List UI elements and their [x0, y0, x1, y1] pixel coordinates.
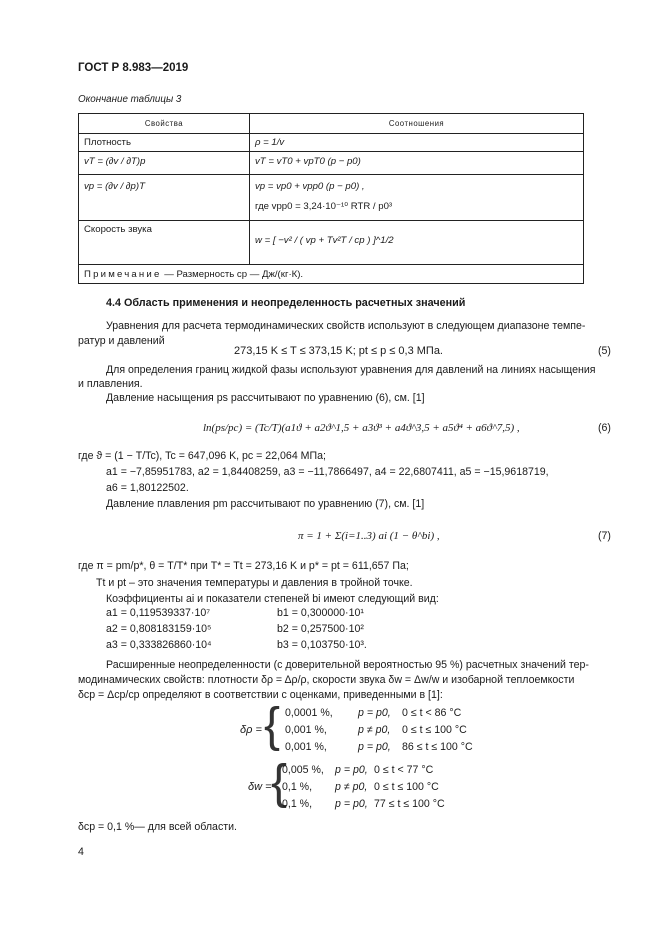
- coef-b2: b2 = 0,257500·10²: [277, 623, 364, 635]
- where-6-line-1: где ϑ = (1 − T/Tc), Tc = 647,096 K, pc = 22,064 МПа;: [78, 450, 326, 462]
- equation-7-number: (7): [598, 530, 611, 542]
- note-label: Примечание: [84, 268, 162, 280]
- coef-a3: a3 = 0,333826860·10⁴: [106, 639, 212, 651]
- para-2-line-2: и плавления.: [78, 378, 143, 390]
- where-6-line-2: a1 = −7,85951783, a2 = 1,84408259, a3 = −11,7866497, a4 = 22,6807411, a5 = −15,9618719,: [106, 466, 549, 478]
- unc-w-3-val: 0,1 %,: [282, 798, 313, 810]
- unc-w-3-cond: p = p0,: [335, 798, 368, 810]
- unc-rho-2-cond: p ≠ p0,: [358, 724, 391, 736]
- unc-w-2-range: 0 ≤ t ≤ 100 °C: [374, 781, 439, 793]
- unc-rho-2-range: 0 ≤ t ≤ 100 °C: [402, 724, 467, 736]
- table-caption: Окончание таблицы 3: [78, 94, 182, 105]
- equation-6: ln(ps/pc) = (Tc/T)(a1ϑ + a2ϑ^1,5 + a3ϑ³ + a4ϑ^3,5 + a5ϑ⁴ + a6ϑ^7,5) ,: [203, 422, 520, 434]
- final-line: δcp = 0,1 %— для всей области.: [78, 821, 237, 833]
- cell-sound-speed-label: Скорость звука: [79, 221, 250, 265]
- unc-w-1-range: 0 ≤ t < 77 °C: [374, 764, 434, 776]
- unc-w-1-cond: p = p0,: [335, 764, 368, 776]
- para-4: Давление плавления pm рассчитывают по уравнению (7), см. [1]: [106, 498, 425, 510]
- unc-rho-1-range: 0 ≤ t < 86 °C: [402, 707, 462, 719]
- coefficients-intro: Коэффициенты ai и показатели степеней bi имеют следующий вид:: [106, 593, 439, 605]
- unc-w-3-range: 77 ≤ t ≤ 100 °C: [374, 798, 445, 810]
- cell-density-formula: ρ = 1/v: [250, 134, 584, 152]
- coef-a2: a2 = 0,808183159·10⁵: [106, 623, 212, 635]
- para-5-line-1: Расширенные неопределенности (с доверительной вероятностью 95 %) расчетных значений тер-: [106, 659, 589, 671]
- unc-rho-1-val: 0,0001 %,: [285, 707, 333, 719]
- para-2-line-1: Для определения границ жидкой фазы используют уравнения для давлений на линиях насыщения: [106, 364, 596, 376]
- cell-density-label: Плотность: [79, 134, 250, 152]
- equation-6-number: (6): [598, 422, 611, 434]
- coef-a1: a1 = 0,119539337·10⁷: [106, 607, 211, 619]
- para-1-line-1: Уравнения для расчета термодинамических свойств используют в следующем диапазоне темпе-: [106, 320, 586, 332]
- equation-7: π = 1 + Σ(i=1..3) ai (1 − θ^bi) ,: [298, 530, 440, 542]
- unc-rho-label: δρ =: [240, 724, 262, 736]
- document-id: ГОСТ Р 8.983—2019: [78, 62, 189, 74]
- where-7-line-1: где π = pm/p*, θ = T/T* при T* = Tt = 273,16 K и p* = pt = 611,657 Па;: [78, 560, 409, 572]
- equation-5-number: (5): [598, 345, 611, 357]
- para-1-line-2: ратур и давлений: [78, 335, 165, 347]
- coef-b3: b3 = 0,103750·10³.: [277, 639, 367, 651]
- para-5-line-3: δcp = Δcp/cp определяют в соответствии с оценками, приведенными в [1]:: [78, 689, 443, 701]
- unc-rho-1-cond: p = p0,: [358, 707, 391, 719]
- cell-sound-speed-formula: w = [ −v² / ( vp + Tv²T / cp ) ]^1/2: [250, 221, 584, 265]
- unc-rho-3-val: 0,001 %,: [285, 741, 327, 753]
- vpp0-formula: где vpp0 = 3,24·10⁻¹⁰ RTR / p0³: [255, 201, 393, 212]
- where-6-line-3: a6 = 1,80122502.: [106, 482, 189, 494]
- cell-vp-label: vp = (∂v / ∂p)T: [79, 175, 250, 221]
- coef-b1: b1 = 0,300000·10¹: [277, 607, 364, 619]
- cell-vT-formula: vT = vT0 + vpT0 (p − p0): [250, 152, 584, 175]
- cell-vp-formula: [250, 175, 584, 221]
- unc-w-1-val: 0,005 %,: [282, 764, 324, 776]
- unc-rho-3-cond: p = p0,: [358, 741, 391, 753]
- unc-w-2-val: 0,1 %,: [282, 781, 313, 793]
- where-7-line-2: Tt и pt – это значения температуры и давления в тройной точке.: [96, 577, 413, 589]
- vp-formula: vp = vp0 + vpp0 (p − p0) ,: [255, 181, 365, 192]
- brace-rho: {: [264, 699, 281, 752]
- note-text: — Размерность cp — Дж/(кг·К).: [164, 268, 304, 280]
- para-5-line-2: модинамических свойств: плотности δρ = Δρ/ρ, скорости звука δw = Δw/w и изобарной теплоемкости: [78, 674, 575, 686]
- para-3: Давление насыщения ps рассчитывают по уравнению (6), см. [1]: [106, 392, 425, 404]
- cell-vT-label: vT = (∂v / ∂T)p: [79, 152, 250, 175]
- unc-rho-3-range: 86 ≤ t ≤ 100 °C: [402, 741, 473, 753]
- equation-5: 273,15 K ≤ T ≤ 373,15 K; pt ≤ p ≤ 0,3 МПа.: [234, 345, 443, 357]
- unc-rho-2-val: 0,001 %,: [285, 724, 327, 736]
- section-title: 4.4 Область применения и неопределенность расчетных значений: [106, 297, 466, 309]
- col-header-properties: Свойства: [79, 114, 250, 134]
- col-header-relations: Соотношения: [250, 114, 584, 134]
- unc-w-label: δw =: [248, 781, 272, 793]
- brace-w: {: [271, 756, 288, 809]
- page-number: 4: [78, 846, 84, 858]
- table-note: [79, 265, 584, 284]
- properties-table: [78, 113, 584, 284]
- unc-w-2-cond: p ≠ p0,: [335, 781, 368, 793]
